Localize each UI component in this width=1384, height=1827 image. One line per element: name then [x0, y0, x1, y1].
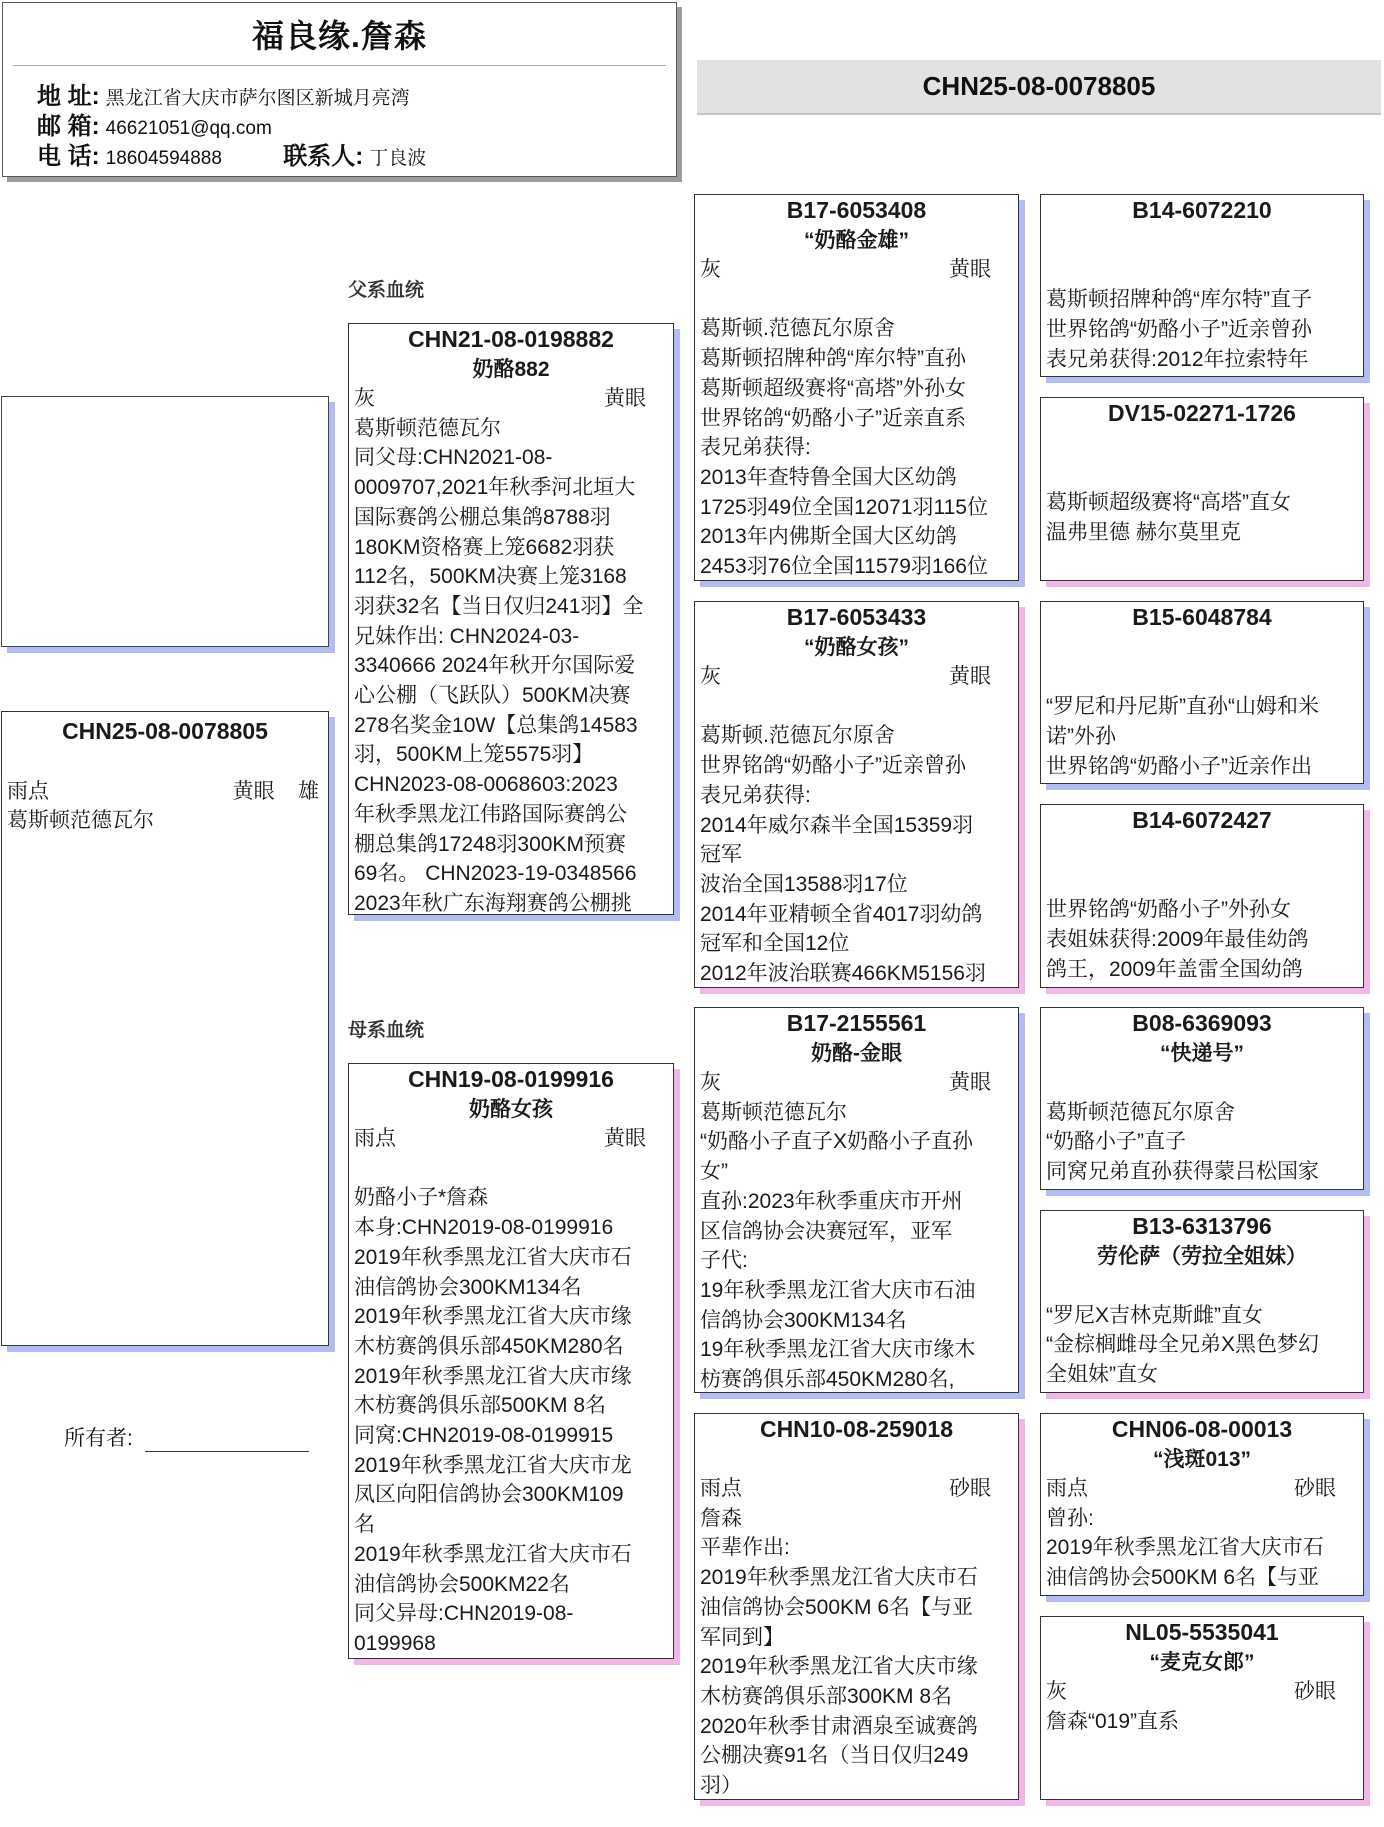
dam-note: 凤区向阳信鸽协会300KM109: [354, 1483, 624, 1507]
great-grandparent-7-card: [1040, 1413, 1364, 1596]
sire-note: 年秋季黑龙江伟路国际赛鸽公: [354, 802, 627, 826]
great-grandparent-3-card: [1040, 601, 1364, 784]
great-grandparent-2-note: 温弗里德 赫尔莫里克: [1046, 521, 1241, 545]
sire-traits: [354, 384, 668, 414]
dam-note: 木枋赛鸽俱乐部500KM 8名: [354, 1394, 607, 1418]
subject-strain: 葛斯顿范德瓦尔: [7, 809, 154, 833]
granddam-dam-eye: 砂眼: [949, 1477, 991, 1500]
owner-line: [64, 1422, 309, 1452]
address-value: 黑龙江省大庆市萨尔图区新城月亮湾: [105, 88, 410, 109]
dam-note: 2019年秋季黑龙江省大庆市缘: [354, 1305, 632, 1329]
sire-note: 葛斯顿范德瓦尔: [354, 416, 501, 440]
subject-bird-card: [1, 711, 329, 1346]
dam-name: 奶酪女孩: [469, 1098, 553, 1121]
granddam-dam-note: 2020年秋季甘肃酒泉至诚赛鸽: [700, 1714, 978, 1738]
subject-ring: CHN25-08-0078805: [62, 718, 268, 744]
grandsire-dam-note: “奶酪小子直子X奶酪小子直孙: [700, 1130, 973, 1154]
pigeon-photo-placeholder: [1, 396, 329, 647]
grandsire-dam-note: 枋赛鸽俱乐部450KM280名,: [700, 1368, 955, 1392]
dam-note: 同父异母:CHN2019-08-: [354, 1602, 574, 1626]
granddam-sire-note: 表兄弟获得:: [700, 783, 811, 807]
sire-note: 兄妹作出: CHN2024-03-: [354, 624, 580, 648]
great-grandparent-8-note: 詹森“019”直系: [1046, 1709, 1180, 1733]
grandsire-sire-name: “奶酪金雄”: [804, 229, 909, 252]
grandsire-dam-note: 女”: [700, 1160, 728, 1184]
granddam-dam-name: [700, 1445, 1013, 1474]
great-grandparent-3-note: 诺”外孙: [1046, 725, 1116, 749]
pigeon-ring-title: CHN25-08-0078805: [697, 60, 1381, 115]
address-label: 地 址:: [37, 83, 100, 110]
great-grandparent-6-card: [1040, 1210, 1364, 1393]
great-grandparent-7-eye: 砂眼: [1294, 1477, 1336, 1500]
grandsire-dam-note: 区信鸽协会决赛冠军，亚军: [700, 1219, 952, 1243]
dam-note: 同窝:CHN2019-08-0199915: [354, 1424, 614, 1448]
dam-note: 2019年秋季黑龙江省大庆市缘: [354, 1364, 632, 1388]
granddam-sire-note: 波治全国13588羽17位: [700, 872, 908, 896]
granddam-dam-ring: CHN10-08-259018: [759, 1416, 954, 1442]
great-grandparent-2-ring: DV15-02271-1726: [1108, 400, 1296, 426]
sire-note: 同父母:CHN2021-08-: [354, 446, 553, 470]
dam-note: 木枋赛鸽俱乐部450KM280名: [354, 1334, 624, 1358]
grandsire-sire-note: 2013年查特鲁全国大区幼鸽: [700, 465, 957, 489]
granddam-sire-note: 冠军: [700, 843, 742, 867]
granddam-sire-color: 灰: [700, 665, 721, 688]
dam-note: 名: [354, 1513, 375, 1537]
granddam-dam-note: 2019年秋季黑龙江省大庆市缘: [700, 1655, 978, 1679]
great-grandparent-1-note: 表兄弟获得:2012年拉索特年: [1046, 347, 1309, 371]
dam-note: 2019年秋季黑龙江省大庆市龙: [354, 1453, 632, 1477]
grandsire-sire-note: 2013年内佛斯全国大区幼鸽: [700, 525, 957, 549]
great-grandparent-4-note: 世界铭鸽“奶酪小子”外孙女: [1046, 898, 1291, 922]
great-grandparent-7-note: 曾孙:: [1046, 1506, 1094, 1530]
grandsire-sire-note: 世界铭鸽“奶酪小子”近亲直系: [700, 406, 966, 430]
sire-color: 灰: [354, 387, 375, 410]
dam-line-label: 母系血统: [348, 1020, 425, 1041]
dam-note: 2019年秋季黑龙江省大庆市石: [354, 1245, 632, 1269]
great-grandparent-4-note: 表姐妹获得:2009年最佳幼鸽: [1046, 928, 1309, 952]
grandsire-dam-color: 灰: [700, 1071, 721, 1094]
grandsire-sire-note: 表兄弟获得:: [700, 436, 811, 460]
great-grandparent-7-ring: CHN06-08-00013: [1111, 1416, 1293, 1442]
great-grandparent-7-note: 2019年秋季黑龙江省大庆市石: [1046, 1536, 1324, 1560]
sire-ring: CHN21-08-0198882: [408, 326, 614, 352]
phone-label: 电 话:: [37, 143, 100, 170]
dam-color: 雨点: [354, 1127, 396, 1150]
dam-note: 2019年秋季黑龙江省大庆市石: [354, 1542, 632, 1566]
grandsire-sire-traits: [700, 255, 1013, 285]
great-grandparent-5-note: “奶酪小子”直子: [1046, 1130, 1186, 1154]
sire-line-label: 父系血统: [348, 280, 425, 301]
dam-note: 奶酪小子*詹森: [354, 1186, 489, 1210]
granddam-sire-ring: B17-6053433: [786, 604, 927, 630]
great-grandparent-8-eye: 砂眼: [1294, 1680, 1336, 1703]
granddam-sire-note: 世界铭鸽“奶酪小子”近亲曾孙: [700, 754, 966, 778]
grandsire-dam-note: 直孙:2023年秋季重庆市开州: [700, 1189, 963, 1213]
granddam-sire-eye: 黄眼: [949, 665, 991, 688]
contact-value: 丁良波: [369, 148, 427, 169]
granddam-dam-traits: [700, 1474, 1013, 1504]
sire-note: 180KM资格赛上笼6682羽获: [354, 535, 615, 559]
contact-label: 联系人:: [283, 143, 364, 170]
grandsire-dam-eye: 黄眼: [949, 1071, 991, 1094]
grandsire-sire-card: [694, 194, 1019, 581]
great-grandparent-4-card: [1040, 804, 1364, 988]
sire-note: 278名奖金10W【总集鸽14583: [354, 713, 638, 737]
sire-note: 69名。 CHN2023-19-0348566: [354, 862, 637, 886]
subject-sex: 雄: [298, 779, 319, 803]
granddam-dam-note: 2019年秋季黑龙江省大庆市石: [700, 1566, 978, 1590]
great-grandparent-3-note: 世界铭鸽“奶酪小子”近亲作出: [1046, 754, 1312, 778]
grandsire-dam-name: 奶酪-金眼: [811, 1042, 902, 1065]
grandsire-sire-note: 葛斯顿招牌种鸽“库尔特”直孙: [700, 347, 966, 371]
great-grandparent-8-traits: [1046, 1677, 1358, 1707]
great-grandparent-1-card: [1040, 194, 1364, 377]
granddam-dam-card: [694, 1413, 1019, 1800]
grandsire-dam-note: 葛斯顿范德瓦尔: [700, 1100, 847, 1124]
sire-note: 棚总集鸽17248羽300KM预赛: [354, 832, 626, 856]
great-grandparent-5-card: [1040, 1007, 1364, 1190]
grandsire-sire-note: 葛斯顿.范德瓦尔原舍: [700, 317, 895, 341]
granddam-sire-card: [694, 601, 1019, 988]
great-grandparent-2-card: [1040, 397, 1364, 581]
granddam-sire-traits: [700, 662, 1013, 692]
great-grandparent-5-note: 同窝兄弟直孙获得蒙吕松国家: [1046, 1160, 1319, 1184]
phone-value: 18604594888: [105, 148, 222, 169]
owner-label: 所有者:: [64, 1427, 133, 1450]
grandsire-sire-note: 1725羽49位全国12071羽115位: [700, 495, 988, 519]
phone-row: [37, 136, 426, 171]
granddam-sire-note: 2014年亚精顿全省4017羽幼鸽: [700, 902, 983, 926]
grandsire-dam-note: 19年秋季黑龙江省大庆市石油: [700, 1278, 976, 1302]
granddam-sire-note: 冠军和全国12位: [700, 932, 850, 956]
great-grandparent-8-ring: NL05-5535041: [1125, 1619, 1279, 1645]
sire-note: 3340666 2024年秋开尔国际爱: [354, 654, 636, 678]
email-value: 46621051@qq.com: [105, 118, 272, 139]
great-grandparent-7-note: 油信鸽协会500KM 6名【与亚: [1046, 1566, 1320, 1590]
great-grandparent-6-ring: B13-6313796: [1132, 1213, 1272, 1239]
dam-ring: CHN19-08-0199916: [408, 1066, 614, 1092]
sire-card: [348, 323, 674, 915]
grandsire-dam-note: 19年秋季黑龙江省大庆市缘木: [700, 1338, 976, 1362]
grandsire-dam-note: 信鸽协会300KM134名: [700, 1308, 907, 1332]
grandsire-sire-ring: B17-6053408: [786, 197, 927, 223]
great-grandparent-4-note: 鸽王，2009年盖雷全国幼鸽: [1046, 957, 1303, 981]
granddam-dam-note: 羽）: [700, 1774, 742, 1798]
grandsire-dam-card: [694, 1007, 1019, 1393]
header-divider: [13, 65, 666, 66]
granddam-dam-note: 木枋赛鸽俱乐部300KM 8名: [700, 1684, 953, 1708]
granddam-dam-color: 雨点: [700, 1477, 742, 1500]
subject-eye: 黄眼: [232, 779, 275, 803]
sire-name: 奶酪882: [472, 358, 550, 381]
sire-note: CHN2023-08-0068603:2023: [354, 773, 618, 797]
grandsire-sire-note: 葛斯顿超级赛将“高塔”外孙女: [700, 376, 966, 400]
subject-color: 雨点: [7, 779, 49, 803]
dam-note: 油信鸽协会300KM134名: [354, 1275, 582, 1299]
great-grandparent-5-name: “快递号”: [1160, 1042, 1244, 1065]
granddam-dam-note: 詹森: [700, 1506, 742, 1530]
dam-traits: [354, 1124, 668, 1154]
sire-note: 0009707,2021年秋季河北垣大: [354, 476, 636, 500]
dam-note: 0199968: [354, 1631, 436, 1655]
granddam-sire-name: “奶酪女孩”: [804, 636, 909, 659]
grandsire-sire-note: 2453羽76位全国11579羽166位: [700, 555, 988, 579]
great-grandparent-6-note: “罗尼X吉林克斯雌”直女: [1046, 1303, 1263, 1327]
granddam-dam-note: 平辈作出:: [700, 1536, 790, 1560]
sire-note: 羽，500KM上笼5575羽】: [354, 743, 594, 767]
sire-note: 羽获32名【当日仅归241羽】全: [354, 594, 644, 618]
grandsire-sire-eye: 黄眼: [949, 258, 991, 281]
great-grandparent-1-note: 世界铭鸽“奶酪小子”近亲曾孙: [1046, 318, 1312, 342]
great-grandparent-8-color: 灰: [1046, 1680, 1067, 1703]
breeder-name: 福良缘.詹森: [252, 18, 427, 54]
great-grandparent-1-ring: B14-6072210: [1132, 197, 1272, 223]
great-grandparent-7-name: “浅斑013”: [1152, 1448, 1252, 1471]
granddam-sire-note: 2012年波治联赛466KM5156羽: [700, 962, 986, 986]
great-grandparent-8-card: [1040, 1616, 1364, 1800]
grandsire-sire-color: 灰: [700, 258, 721, 281]
sire-note: 心公棚（飞跃队）500KM决赛: [354, 684, 631, 708]
dam-note: 油信鸽协会500KM22名: [354, 1572, 570, 1596]
dam-note: 本身:CHN2019-08-0199916: [354, 1216, 614, 1240]
great-grandparent-6-note: 全姐妹”直女: [1046, 1363, 1158, 1387]
sire-note: 112名，500KM决赛上笼3168: [354, 565, 627, 589]
granddam-dam-note: 油信鸽协会500KM 6名【与亚: [700, 1595, 974, 1619]
sire-note: 国际赛鸽公棚总集鸽8788羽: [354, 505, 611, 529]
great-grandparent-3-note: “罗尼和丹尼斯”直孙“山姆和米: [1046, 695, 1319, 719]
great-grandparent-6-name: 劳伦萨（劳拉全姐妹）: [1097, 1245, 1307, 1268]
great-grandparent-5-note: 葛斯顿范德瓦尔原舍: [1046, 1100, 1235, 1124]
sire-eye: 黄眼: [604, 387, 646, 410]
great-grandparent-2-note: 葛斯顿超级赛将“高塔”直女: [1046, 491, 1291, 515]
sire-note: 2023年秋广东海翔赛鸽公棚挑: [354, 891, 632, 915]
email-label: 邮 箱:: [37, 113, 100, 140]
great-grandparent-8-name: “麦克女郎”: [1149, 1651, 1255, 1674]
grandsire-dam-traits: [700, 1068, 1013, 1098]
dam-eye: 黄眼: [604, 1127, 646, 1150]
granddam-sire-note: 2014年威尔森半全国15359羽: [700, 813, 974, 837]
dam-card: [348, 1063, 674, 1659]
great-grandparent-1-note: 葛斯顿招牌种鸽“库尔特”直子: [1046, 288, 1312, 312]
great-grandparent-6-note: “金棕榈雌母全兄弟X黑色梦幻: [1046, 1333, 1319, 1357]
granddam-dam-note: 公棚决赛91名（当日仅归249: [700, 1744, 969, 1768]
granddam-dam-note: 军同到】: [700, 1625, 784, 1649]
great-grandparent-3-ring: B15-6048784: [1132, 604, 1272, 630]
breeder-header: [2, 2, 677, 177]
granddam-sire-note: 葛斯顿.范德瓦尔原舍: [700, 724, 895, 748]
grandsire-dam-ring: B17-2155561: [786, 1010, 927, 1036]
great-grandparent-5-ring: B08-6369093: [1132, 1010, 1272, 1036]
great-grandparent-4-ring: B14-6072427: [1132, 807, 1272, 833]
subject-traits: [7, 777, 323, 807]
grandsire-dam-note: 子代:: [700, 1249, 748, 1273]
great-grandparent-7-traits: [1046, 1474, 1358, 1504]
great-grandparent-7-color: 雨点: [1046, 1477, 1088, 1500]
owner-blank-field: [145, 1431, 309, 1452]
